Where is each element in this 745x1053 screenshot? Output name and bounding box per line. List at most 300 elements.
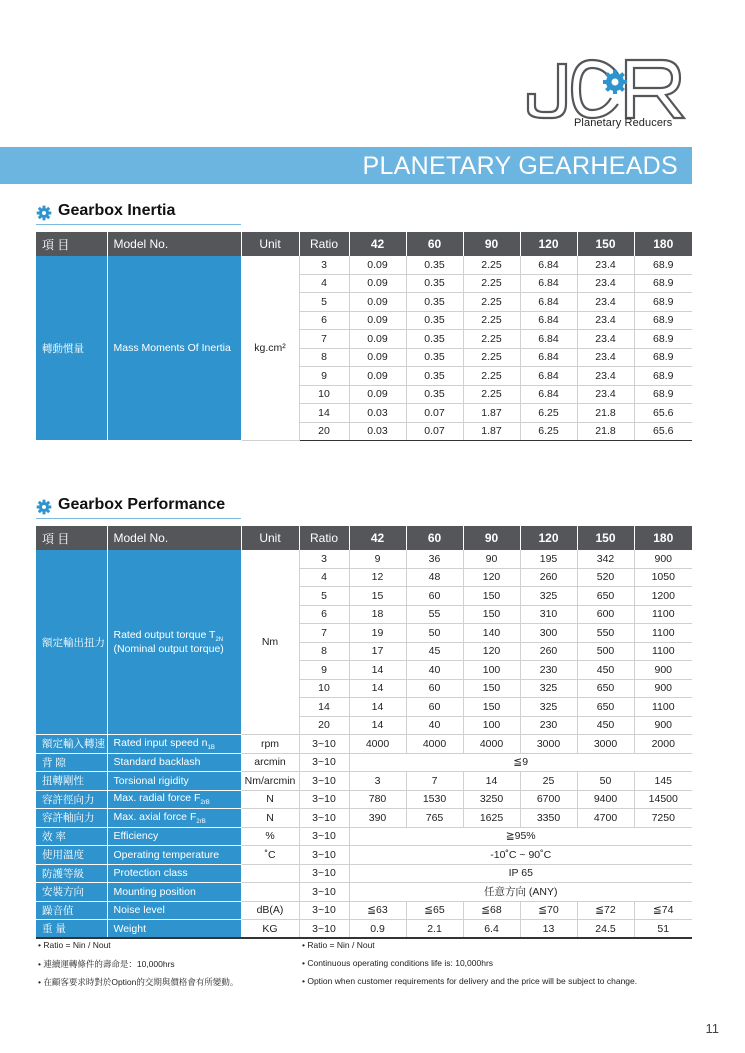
value-cell: 310 xyxy=(520,605,577,624)
value-cell: 100 xyxy=(463,716,520,735)
value-cell: 6.84 xyxy=(520,274,577,293)
value-cell: 2.1 xyxy=(406,920,463,939)
value-cell: 90 xyxy=(463,550,520,568)
param-label-cn: 效 率 xyxy=(36,827,107,846)
title-banner xyxy=(0,147,692,184)
header-ratio: Ratio xyxy=(299,232,349,256)
label-text: (Nominal output torque) xyxy=(113,643,224,656)
value-cell: 13 xyxy=(520,920,577,939)
value-cell: 48 xyxy=(406,568,463,587)
value-cell: 60 xyxy=(406,698,463,717)
param-label-en xyxy=(107,827,241,846)
value-cell: 0.35 xyxy=(406,367,463,386)
label-text: Standard backlash xyxy=(113,756,201,769)
value-cell: 25 xyxy=(520,772,577,791)
value-cell: 40 xyxy=(406,661,463,680)
ratio-cell: 20 xyxy=(299,716,349,735)
param-label-en xyxy=(107,772,241,791)
table-row xyxy=(36,772,692,791)
unit-cell xyxy=(241,864,299,883)
value-cell: 3350 xyxy=(520,809,577,828)
value-cell: 15 xyxy=(349,587,406,606)
value-cell: 140 xyxy=(463,624,520,643)
value-cell: 3000 xyxy=(520,735,577,754)
label-text: Mounting position xyxy=(113,885,196,898)
ratio-cell: 10 xyxy=(299,679,349,698)
ratio-cell: 3~10 xyxy=(299,901,349,920)
value-cell: 100 xyxy=(463,661,520,680)
header-size: 150 xyxy=(577,526,634,550)
value-cell: 300 xyxy=(520,624,577,643)
value-cell: 0.9 xyxy=(349,920,406,939)
value-cell: 0.35 xyxy=(406,385,463,404)
header-item: 項 目 xyxy=(36,526,107,550)
value-cell: ≦63 xyxy=(349,901,406,920)
ratio-cell: 9 xyxy=(299,661,349,680)
notes-divider xyxy=(36,937,692,938)
value-cell: 45 xyxy=(406,642,463,661)
unit-cell: ˚C xyxy=(241,846,299,865)
unit-cell: dB(A) xyxy=(241,901,299,920)
ratio-cell: 3~10 xyxy=(299,920,349,939)
value-cell: 14 xyxy=(349,679,406,698)
value-cell: 68.9 xyxy=(634,274,692,293)
value-cell: 21.8 xyxy=(577,404,634,423)
notes-left xyxy=(38,940,238,994)
value-cell: 230 xyxy=(520,716,577,735)
header-size: 60 xyxy=(406,232,463,256)
param-label-en xyxy=(107,901,241,920)
value-cell: 145 xyxy=(634,772,692,791)
value-cell: 150 xyxy=(463,679,520,698)
label-text: Weight xyxy=(113,922,146,935)
value-cell: 0.09 xyxy=(349,256,406,274)
value-cell: 3000 xyxy=(577,735,634,754)
value-cell: 36 xyxy=(406,550,463,568)
table-row xyxy=(36,809,692,828)
note-item: • Option when customer requirements for delivery and the price will be subject to change. xyxy=(302,976,638,986)
section-title-text: Gearbox Performance xyxy=(58,496,226,513)
value-cell: 0.09 xyxy=(349,293,406,312)
ratio-cell: 20 xyxy=(299,422,349,441)
value-cell: 2.25 xyxy=(463,256,520,274)
value-cell: 68.9 xyxy=(634,367,692,386)
value-cell: 0.09 xyxy=(349,385,406,404)
value-cell: 65.6 xyxy=(634,422,692,441)
inertia-table xyxy=(36,232,692,441)
merged-value-cell: 任意方向 (ANY) xyxy=(349,883,692,902)
table-row xyxy=(36,827,692,846)
label-subscript: 2N xyxy=(215,637,224,644)
value-cell: 2.25 xyxy=(463,385,520,404)
value-cell: 23.4 xyxy=(577,330,634,349)
logo-tagline: Planetary Reducers xyxy=(574,117,673,129)
label-text: Torsional rigidity xyxy=(113,774,189,787)
performance-table xyxy=(36,526,692,939)
value-cell: 325 xyxy=(520,698,577,717)
unit-cell: Nm xyxy=(241,550,299,735)
value-cell: 50 xyxy=(406,624,463,643)
value-cell: ≦72 xyxy=(577,901,634,920)
value-cell: 0.35 xyxy=(406,348,463,367)
table-row xyxy=(36,846,692,865)
section-title-performance xyxy=(36,496,241,519)
unit-cell: % xyxy=(241,827,299,846)
value-cell: 9400 xyxy=(577,790,634,809)
value-cell: 68.9 xyxy=(634,311,692,330)
value-cell: 23.4 xyxy=(577,293,634,312)
note-item: • Ratio = Nin / Nout xyxy=(38,940,111,950)
header-size: 120 xyxy=(520,526,577,550)
value-cell: 6.84 xyxy=(520,385,577,404)
value-cell: 500 xyxy=(577,642,634,661)
ratio-cell: 7 xyxy=(299,330,349,349)
value-cell: 2.25 xyxy=(463,274,520,293)
label-subscript: 1B xyxy=(207,744,215,751)
value-cell: 68.9 xyxy=(634,293,692,312)
value-cell: 325 xyxy=(520,679,577,698)
ratio-cell: 3~10 xyxy=(299,753,349,772)
ratio-cell: 10 xyxy=(299,385,349,404)
value-cell: 14 xyxy=(349,716,406,735)
value-cell: 780 xyxy=(349,790,406,809)
value-cell: 150 xyxy=(463,605,520,624)
param-label-en xyxy=(107,735,241,754)
param-label-cn: 容許軸向力 xyxy=(36,809,107,828)
value-cell: 6.25 xyxy=(520,404,577,423)
merged-value-cell: IP 65 xyxy=(349,864,692,883)
param-label-en xyxy=(107,920,241,939)
label-subscript: 2rB xyxy=(196,818,206,825)
value-cell: 342 xyxy=(577,550,634,568)
header-item: 項 目 xyxy=(36,232,107,256)
value-cell: 2.25 xyxy=(463,367,520,386)
header-size: 90 xyxy=(463,526,520,550)
value-cell: 2.25 xyxy=(463,311,520,330)
param-label-cn: 安裝方向 xyxy=(36,883,107,902)
value-cell: 6.25 xyxy=(520,422,577,441)
value-cell: 6700 xyxy=(520,790,577,809)
value-cell: 900 xyxy=(634,679,692,698)
value-cell: 51 xyxy=(634,920,692,939)
param-label-cn: 扭轉剛性 xyxy=(36,772,107,791)
ratio-cell: 3~10 xyxy=(299,846,349,865)
value-cell: 0.09 xyxy=(349,330,406,349)
header-size: 120 xyxy=(520,232,577,256)
value-cell: 325 xyxy=(520,587,577,606)
table-row xyxy=(36,735,692,754)
value-cell: 3 xyxy=(349,772,406,791)
value-cell: 2.25 xyxy=(463,293,520,312)
value-cell: 550 xyxy=(577,624,634,643)
param-label-en xyxy=(107,753,241,772)
section-title-inertia xyxy=(36,202,241,225)
value-cell: 520 xyxy=(577,568,634,587)
header-size: 90 xyxy=(463,232,520,256)
value-cell: 1100 xyxy=(634,624,692,643)
value-cell: 650 xyxy=(577,587,634,606)
label-text: Rated input speed n xyxy=(113,736,208,749)
value-cell: 18 xyxy=(349,605,406,624)
param-label-cn: 防護等級 xyxy=(36,864,107,883)
note-item: • 連續運轉條件的壽命是：10,000hrs xyxy=(38,959,175,969)
value-cell: 2.25 xyxy=(463,330,520,349)
value-cell: 12 xyxy=(349,568,406,587)
value-cell: 0.09 xyxy=(349,348,406,367)
value-cell: 50 xyxy=(577,772,634,791)
value-cell: 765 xyxy=(406,809,463,828)
value-cell: 6.4 xyxy=(463,920,520,939)
header-size: 180 xyxy=(634,232,692,256)
note-item: • 在顧客要求時對於Option的交期與價格會有所變動。 xyxy=(38,977,239,987)
value-cell: 2000 xyxy=(634,735,692,754)
label-text: Noise level xyxy=(113,904,165,917)
value-cell: 24.5 xyxy=(577,920,634,939)
value-cell: 600 xyxy=(577,605,634,624)
table-row xyxy=(36,790,692,809)
value-cell: 1100 xyxy=(634,642,692,661)
table-header-row xyxy=(36,526,692,550)
value-cell: 900 xyxy=(634,661,692,680)
value-cell: 6.84 xyxy=(520,348,577,367)
value-cell: 0.35 xyxy=(406,293,463,312)
value-cell: 650 xyxy=(577,679,634,698)
param-label-cn: 使用溫度 xyxy=(36,846,107,865)
value-cell: 6.84 xyxy=(520,330,577,349)
value-cell: 60 xyxy=(406,679,463,698)
value-cell: 260 xyxy=(520,642,577,661)
value-cell: 390 xyxy=(349,809,406,828)
value-cell: 900 xyxy=(634,550,692,568)
ratio-cell: 3 xyxy=(299,256,349,274)
gear-icon xyxy=(36,205,52,221)
param-label-cn: 額定輸入轉速 xyxy=(36,735,107,754)
value-cell: 7 xyxy=(406,772,463,791)
ratio-cell: 5 xyxy=(299,293,349,312)
value-cell: 9 xyxy=(349,550,406,568)
value-cell: 120 xyxy=(463,568,520,587)
notes-right xyxy=(302,940,637,994)
label-text: Max. axial force F xyxy=(113,810,197,823)
value-cell: 17 xyxy=(349,642,406,661)
merged-value-cell: ≦9 xyxy=(349,753,692,772)
unit-cell: arcmin xyxy=(241,753,299,772)
value-cell: 0.09 xyxy=(349,311,406,330)
value-cell: 0.09 xyxy=(349,274,406,293)
ratio-cell: 3~10 xyxy=(299,809,349,828)
label-text: Efficiency xyxy=(113,830,159,843)
merged-value-cell: ≧95% xyxy=(349,827,692,846)
value-cell: 900 xyxy=(634,716,692,735)
value-cell: 21.8 xyxy=(577,422,634,441)
value-cell: 23.4 xyxy=(577,367,634,386)
header-model: Model No. xyxy=(107,232,241,256)
value-cell: 2.25 xyxy=(463,348,520,367)
section-title-text: Gearbox Inertia xyxy=(58,202,176,219)
param-label-cn: 躁音值 xyxy=(36,901,107,920)
value-cell: 1200 xyxy=(634,587,692,606)
value-cell: 0.35 xyxy=(406,330,463,349)
value-cell: 68.9 xyxy=(634,348,692,367)
value-cell: 23.4 xyxy=(577,348,634,367)
unit-cell: Nm/arcmin xyxy=(241,772,299,791)
param-label-cn: 額定輸出扭力 xyxy=(36,550,107,735)
ratio-cell: 9 xyxy=(299,367,349,386)
table-header-row xyxy=(36,232,692,256)
ratio-cell: 14 xyxy=(299,698,349,717)
ratio-cell: 4 xyxy=(299,568,349,587)
header-ratio: Ratio xyxy=(299,526,349,550)
table-row xyxy=(36,256,692,274)
label-text: Max. radial force F xyxy=(113,792,201,805)
ratio-cell: 3~10 xyxy=(299,827,349,846)
table-row xyxy=(36,901,692,920)
value-cell: 0.07 xyxy=(406,422,463,441)
page-number: 11 xyxy=(705,1021,719,1036)
table-row xyxy=(36,883,692,902)
header-size: 42 xyxy=(349,526,406,550)
value-cell: 0.35 xyxy=(406,256,463,274)
value-cell: 23.4 xyxy=(577,256,634,274)
param-label-en xyxy=(107,809,241,828)
table-row xyxy=(36,864,692,883)
value-cell: 120 xyxy=(463,642,520,661)
param-label-en xyxy=(107,846,241,865)
value-cell: 0.35 xyxy=(406,274,463,293)
ratio-cell: 6 xyxy=(299,311,349,330)
value-cell: 14500 xyxy=(634,790,692,809)
value-cell: 0.35 xyxy=(406,311,463,330)
value-cell: ≦65 xyxy=(406,901,463,920)
param-label-cn: 轉動慣量 xyxy=(36,256,107,441)
ratio-cell: 3~10 xyxy=(299,772,349,791)
value-cell: 150 xyxy=(463,698,520,717)
ratio-cell: 3~10 xyxy=(299,883,349,902)
ratio-cell: 5 xyxy=(299,587,349,606)
value-cell: 450 xyxy=(577,716,634,735)
param-label-en xyxy=(107,864,241,883)
note-item: • Ratio = Nin / Nout xyxy=(302,940,375,950)
value-cell: 14 xyxy=(463,772,520,791)
value-cell: 150 xyxy=(463,587,520,606)
value-cell: 1100 xyxy=(634,698,692,717)
value-cell: 23.4 xyxy=(577,274,634,293)
value-cell: 650 xyxy=(577,698,634,717)
header-model: Model No. xyxy=(107,526,241,550)
value-cell: ≦74 xyxy=(634,901,692,920)
value-cell: 0.03 xyxy=(349,422,406,441)
param-label-en xyxy=(107,790,241,809)
value-cell: 40 xyxy=(406,716,463,735)
header-size: 60 xyxy=(406,526,463,550)
value-cell: 1.87 xyxy=(463,422,520,441)
ratio-cell: 6 xyxy=(299,605,349,624)
ratio-cell: 3~10 xyxy=(299,864,349,883)
value-cell: 1625 xyxy=(463,809,520,828)
value-cell: 195 xyxy=(520,550,577,568)
unit-cell: kg.cm² xyxy=(241,256,299,441)
value-cell: 68.9 xyxy=(634,385,692,404)
value-cell: 68.9 xyxy=(634,330,692,349)
banner-title: PLANETARY GEARHEADS xyxy=(362,152,678,180)
header-size: 180 xyxy=(634,526,692,550)
value-cell: 1050 xyxy=(634,568,692,587)
value-cell: 260 xyxy=(520,568,577,587)
merged-value-cell: -10˚C ~ 90˚C xyxy=(349,846,692,865)
ratio-cell: 8 xyxy=(299,642,349,661)
value-cell: 1530 xyxy=(406,790,463,809)
value-cell: 0.03 xyxy=(349,404,406,423)
value-cell: 6.84 xyxy=(520,256,577,274)
ratio-cell: 14 xyxy=(299,404,349,423)
label-text: Protection class xyxy=(113,867,188,880)
value-cell: 14 xyxy=(349,698,406,717)
value-cell: 1100 xyxy=(634,605,692,624)
value-cell: 3250 xyxy=(463,790,520,809)
header-size: 42 xyxy=(349,232,406,256)
param-label-en xyxy=(107,550,241,735)
label-text: Operating temperature xyxy=(113,848,220,861)
unit-cell: rpm xyxy=(241,735,299,754)
param-label-cn: 重 量 xyxy=(36,920,107,939)
value-cell: 14 xyxy=(349,661,406,680)
table-row xyxy=(36,753,692,772)
table-row xyxy=(36,550,692,568)
value-cell: 4000 xyxy=(463,735,520,754)
value-cell: 0.09 xyxy=(349,367,406,386)
value-cell: 4700 xyxy=(577,809,634,828)
value-cell: 1.87 xyxy=(463,404,520,423)
unit-cell: N xyxy=(241,790,299,809)
value-cell: 19 xyxy=(349,624,406,643)
value-cell: 60 xyxy=(406,587,463,606)
value-cell: 6.84 xyxy=(520,311,577,330)
unit-cell: N xyxy=(241,809,299,828)
value-cell: 450 xyxy=(577,661,634,680)
ratio-cell: 3 xyxy=(299,550,349,568)
param-label-cn: 背 隙 xyxy=(36,753,107,772)
table-row xyxy=(36,920,692,939)
value-cell: 230 xyxy=(520,661,577,680)
ratio-cell: 4 xyxy=(299,274,349,293)
param-label-en: Mass Moments Of Inertia xyxy=(107,256,241,441)
value-cell: 0.07 xyxy=(406,404,463,423)
value-cell: 4000 xyxy=(406,735,463,754)
ratio-cell: 8 xyxy=(299,348,349,367)
value-cell: 23.4 xyxy=(577,311,634,330)
value-cell: 68.9 xyxy=(634,256,692,274)
value-cell: 4000 xyxy=(349,735,406,754)
value-cell: 7250 xyxy=(634,809,692,828)
value-cell: 65.6 xyxy=(634,404,692,423)
value-cell: ≦70 xyxy=(520,901,577,920)
value-cell: 55 xyxy=(406,605,463,624)
header-unit: Unit xyxy=(241,232,299,256)
value-cell: 23.4 xyxy=(577,385,634,404)
param-label-en xyxy=(107,883,241,902)
unit-cell xyxy=(241,883,299,902)
value-cell: 6.84 xyxy=(520,367,577,386)
header-size: 150 xyxy=(577,232,634,256)
unit-cell: KG xyxy=(241,920,299,939)
value-cell: ≦68 xyxy=(463,901,520,920)
param-label-cn: 容許徑向力 xyxy=(36,790,107,809)
ratio-cell: 7 xyxy=(299,624,349,643)
ratio-cell: 3~10 xyxy=(299,735,349,754)
label-text: Rated output torque T xyxy=(113,628,216,641)
header-unit: Unit xyxy=(241,526,299,550)
label-subscript: 2rB xyxy=(200,800,210,807)
